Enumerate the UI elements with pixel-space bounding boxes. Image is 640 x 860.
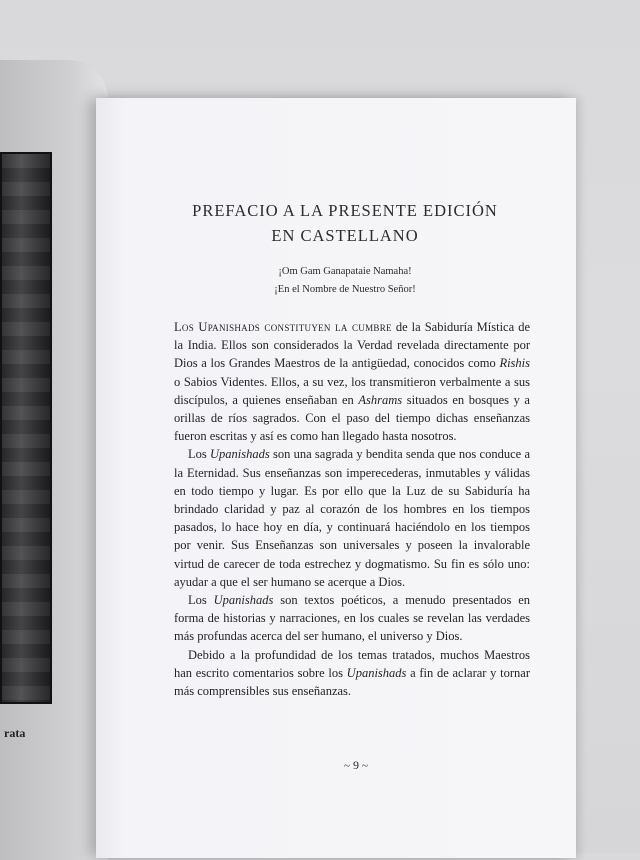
lead-in: Los Upanishads constituyen la cumbre	[174, 320, 392, 334]
text-run: son una sagrada y bendita senda que nos conduce a la Eternidad. Sus enseñanzas son imperecederas, inmutables y válidas en todo tiempo y lugar. Es por ello que la Luz de su Sabiduría ha brindado claridad y paz al corazón de los hombres en los tiempos pasados, lo hace hoy en día, y continuará haciéndolo en los tiempos por venir. Sus Enseñanzas son universales y poseen la invalorable virtud de carecer de toda estrechez y dogmatismo. Su fin es sólo uno: ayudar a que el ser humano se acerque a Dios.	[174, 447, 530, 589]
left-page-photo	[0, 152, 52, 704]
chapter-heading	[180, 198, 510, 248]
text-run: Debido a la profundidad de los temas tratados, muchos Maestros han escrito comentarios sobre los	[174, 647, 530, 680]
heading-line-2: EN CASTELLANO	[271, 226, 419, 245]
text-run: a fin de aclarar y tornar más comprensibles sus enseñanzas.	[174, 665, 530, 699]
invocation	[180, 263, 510, 299]
photo-caption: rata	[4, 726, 26, 740]
italic-term: Ashrams	[358, 392, 403, 407]
text-run: Los	[188, 593, 214, 608]
text-run: Los	[188, 447, 211, 462]
heading-line-1: PREFACIO A LA PRESENTE EDICIÓN	[192, 201, 498, 220]
page-number	[316, 758, 396, 773]
italic-term: Upanishads	[210, 447, 270, 462]
italic-term: Upanishads	[213, 593, 274, 608]
invocation-line-2: ¡En el Nombre de Nuestro Señor!	[274, 284, 416, 295]
page-number-value: 9	[353, 758, 359, 772]
ornament-right-icon: ~	[362, 760, 368, 772]
paragraph-2	[174, 445, 530, 591]
body-text	[174, 318, 530, 700]
paragraph-3	[174, 591, 530, 646]
invocation-line-1: ¡Om Gam Ganapataie Namaha!	[278, 266, 412, 277]
paragraph-4	[174, 646, 530, 701]
text-run: son textos poéticos, a menudo presentados en forma de historias y narraciones, en los cuales se revelan las verdades más profundas acerca del ser humano, el universo y Dios.	[174, 593, 530, 644]
right-page	[96, 98, 576, 858]
paragraph-1	[174, 318, 530, 445]
ornament-left-icon: ~	[344, 760, 350, 772]
text-run: situados en bosques y a orillas de ríos sagrados. Con el paso del tiempo dichas enseñanzas fueron escritas y así es como han llegado hasta nosotros.	[174, 392, 530, 444]
italic-term: Upanishads	[346, 665, 407, 680]
text-run: o Sabios Videntes. Ellos, a su vez, los transmitieron verbalmente a sus discípulos, a quienes enseñaban en	[174, 374, 530, 407]
italic-term: Rishis	[499, 356, 530, 371]
text-run: de la Sabiduría Mística de la India. Ellos son considerados la Verdad revelada directamente por Dios a los Grandes Maestros de la antigüedad, conocidos como	[174, 320, 530, 371]
